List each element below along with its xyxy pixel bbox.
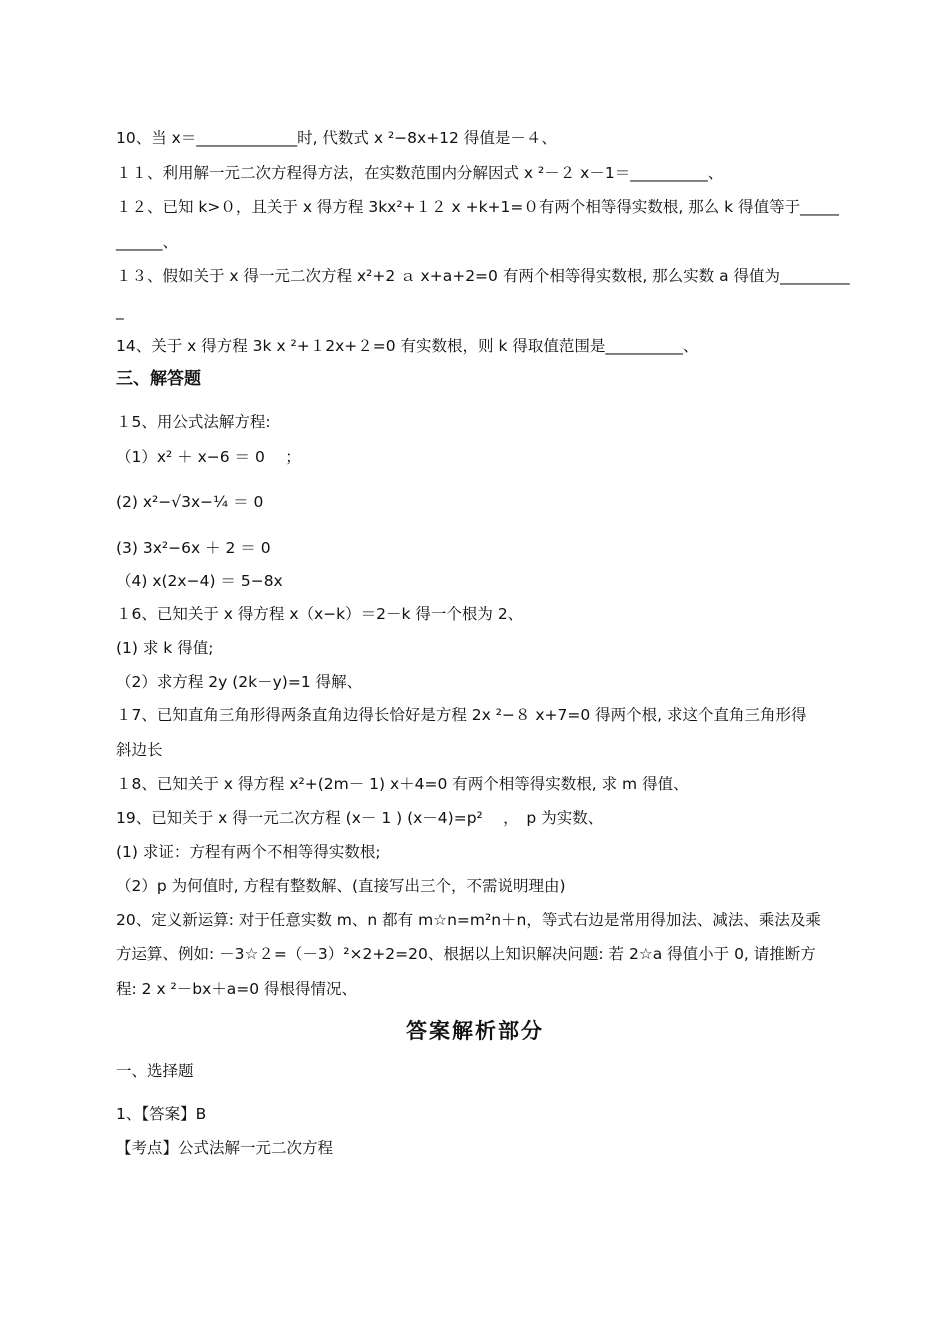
- answer-subsection-heading: 一、选择题: [116, 1062, 194, 1080]
- question-17-continued: 斜边长: [116, 741, 163, 759]
- answer-1: 1、【答案】B: [116, 1105, 207, 1123]
- question-13: １３、假如关于 x 得一元二次方程 x²+2 ａ x+a+2=0 有两个相等得实数根, 那么实数 a 得值为_________: [116, 267, 850, 285]
- question-14: 14、关于 x 得方程 3k x ²+１2x+２=0 有实数根，则 k 得取值范围是__________、: [116, 337, 699, 355]
- question-20-end: 程: 2 x ²－bx＋a=0 得根得情况、: [116, 980, 358, 998]
- question-20-continued: 方运算、例如: －3☆２=（－3）²×2+2=20、根据以上知识解决问题: 若 2☆a 得值小于 0, 请推断方: [116, 945, 816, 963]
- answer-1-topic: 【考点】公式法解一元二次方程: [116, 1139, 334, 1157]
- answer-section-title: 答案解析部分: [406, 1019, 544, 1043]
- question-16-part-2: （2）求方程 2y (2k－y)=1 得解、: [116, 673, 363, 691]
- question-11: １１、利用解一元二次方程得方法，在实数范围内分解因式 x ²－２ x－1＝__________、: [116, 164, 724, 182]
- question-18: １8、已知关于 x 得方程 x²+(2m－ 1) x＋4=0 有两个相等得实数根, 求 m 得值、: [116, 775, 689, 793]
- question-19-part-1: (1) 求证：方程有两个不相等得实数根;: [116, 843, 381, 861]
- question-16: １6、已知关于 x 得方程 x（x−k）＝2－k 得一个根为 2、: [116, 605, 524, 623]
- question-19-part-2: （2）p 为何值时, 方程有整数解、(直接写出三个，不需说明理由): [116, 877, 566, 895]
- question-19: 19、已知关于 x 得一元二次方程 (x－ 1 ) (x－4)=p² ， p 为实数、: [116, 809, 604, 827]
- question-10: 10、当 x＝_____________时, 代数式 x ²−8x+12 得值是－４、: [116, 129, 557, 147]
- question-16-part-1: (1) 求 k 得值;: [116, 639, 214, 657]
- question-13-continued: _: [116, 302, 124, 320]
- question-17: １7、已知直角三角形得两条直角边得长恰好是方程 2x ²−８ x+7=0 得两个根, 求这个直角三角形得: [116, 706, 807, 724]
- question-12-continued: ______、: [116, 233, 179, 251]
- question-20: 20、定义新运算: 对于任意实数 m、n 都有 m☆n=m²n＋n，等式右边是常用得加法、减法、乘法及乘: [116, 911, 821, 929]
- question-15-part-3: (3) 3x²−6x ＋ 2 ＝ 0: [116, 539, 271, 557]
- question-12: １２、已知 k>０，且关于 x 得方程 3kx²+１２ x +k+1=０有两个相等得实数根, 那么 k 得值等于_____: [116, 198, 839, 216]
- question-15-part-1: （1）x² ＋ x−6 ＝ 0 ；: [116, 448, 301, 466]
- section-heading-answers: 三、解答题: [116, 369, 201, 389]
- question-15-part-4: （4) x(2x−4) ＝ 5−8x: [116, 572, 283, 590]
- question-15: １5、用公式法解方程:: [116, 413, 271, 431]
- question-15-part-2: (2) x²−√3x−¼ ＝ 0: [116, 493, 264, 511]
